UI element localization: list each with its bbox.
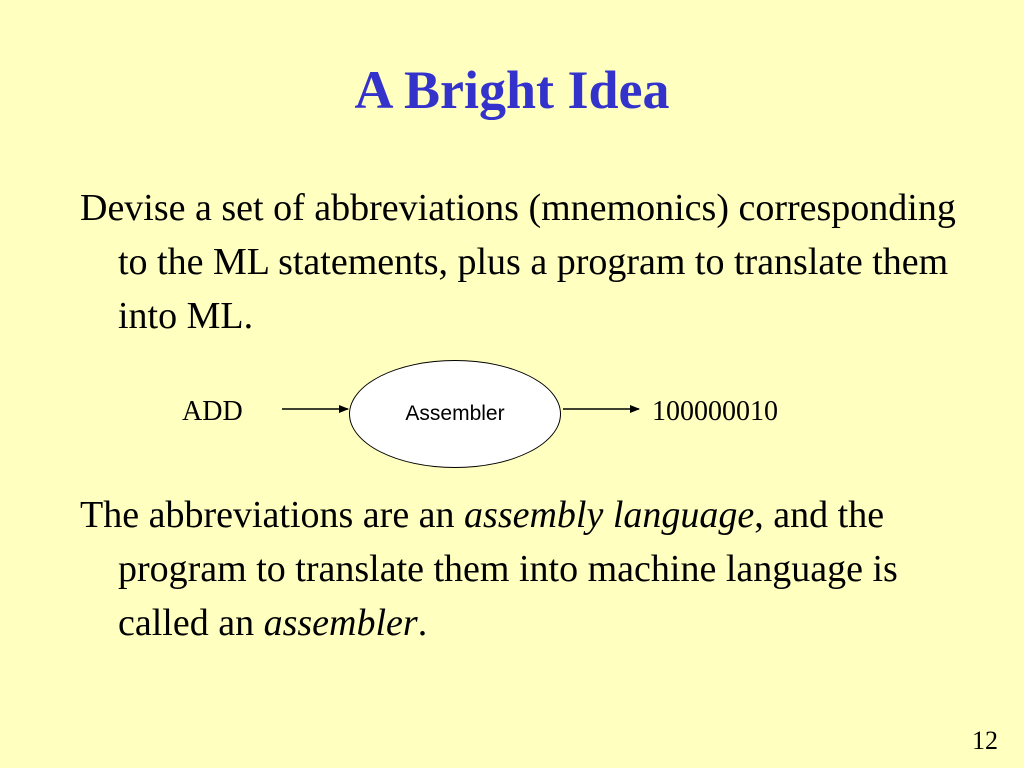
paragraph2-text-1: The abbreviations are an — [80, 494, 465, 536]
paragraph-mnemonics: Devise a set of abbreviations (mnemonics) corresponding to the ML statements, plus a program to translate them into ML. — [80, 187, 956, 337]
slide-title: A Bright Idea — [354, 60, 670, 120]
output-label: 100000010 — [652, 396, 778, 427]
assembler-node-label: Assembler — [405, 402, 505, 425]
assembler-node — [349, 360, 561, 468]
paragraph2-text-2: , and the program to translate them into machine language is called an — [118, 494, 898, 644]
paragraph-assembly-language — [80, 488, 968, 650]
page-number: 12 — [972, 726, 998, 755]
term-assembly-language: assembly language — [464, 494, 755, 536]
input-label: ADD — [182, 396, 243, 427]
paragraph2-text-3: . — [417, 602, 428, 644]
term-assembler: assembler — [263, 602, 418, 644]
